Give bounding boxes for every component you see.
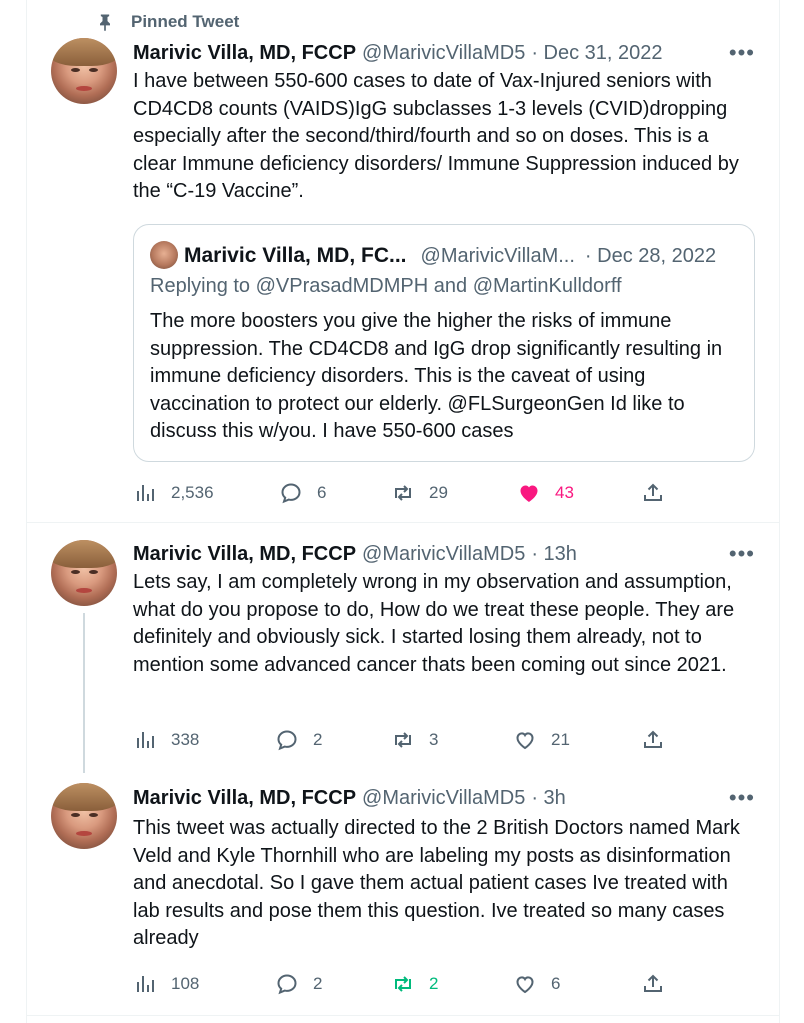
like-count: 43 (555, 483, 574, 502)
tweet-header (133, 785, 566, 811)
timeline-column (26, 0, 780, 1023)
reply-count: 6 (317, 483, 327, 502)
avatar[interactable] (51, 38, 117, 104)
quoted-author-handle: @MarivicVillaM... (420, 244, 575, 267)
tweet-text: Lets say, I am completely wrong in my observation and assumption, what do you propose to do, How do we treat these people. They are definitely and obviously sick. I started losing them already, not to mention some advanced cancer thats been coming out since 2021. (133, 571, 735, 676)
reply-count: 2 (313, 730, 323, 749)
like-button[interactable] (513, 725, 570, 755)
more-options-icon[interactable]: ••• (728, 785, 755, 810)
tweet-timestamp[interactable]: · Dec 31, 2022 (531, 41, 663, 64)
like-count: 6 (551, 974, 561, 993)
mention-link[interactable]: @MartinKulldorff (472, 275, 622, 297)
like-button[interactable] (513, 969, 560, 999)
share-button[interactable] (641, 969, 679, 999)
tweet-thread-2[interactable] (27, 773, 779, 1013)
quoted-header (184, 241, 744, 271)
quoted-avatar[interactable] (150, 241, 178, 269)
author-handle[interactable]: @MarivicVillaMD5 (362, 41, 526, 64)
retweet-button[interactable] (391, 725, 438, 755)
more-options-icon[interactable]: ••• (728, 40, 755, 65)
analytics-icon (133, 972, 157, 996)
analytics-icon (133, 481, 157, 505)
views-button[interactable] (133, 969, 199, 999)
share-button[interactable] (641, 725, 679, 755)
retweet-button[interactable] (391, 478, 448, 508)
tweet-actions (133, 969, 693, 999)
retweet-button[interactable] (391, 969, 438, 999)
tweet-header (133, 40, 663, 66)
retweet-count: 29 (429, 483, 448, 502)
tweet-divider (27, 1015, 779, 1016)
avatar[interactable] (51, 540, 117, 606)
author-name[interactable]: Marivic Villa, MD, FCCP (133, 786, 357, 809)
retweet-active-icon (391, 972, 415, 996)
quoted-text: The more boosters you give the higher the risks of immune suppression. The CD4CD8 and IgG drop significantly resulting in immune deficiency disorders. This is the caveat of using vaccination to protect our elderly. @FLSurgeonGen Id like to discuss this w/you. I have 550-600 cases (150, 310, 723, 443)
pinned-label: Pinned Tweet (95, 10, 239, 34)
quoted-timestamp: · Dec 28, 2022 (584, 244, 717, 267)
view-count: 338 (171, 730, 200, 749)
tweet-pinned[interactable] (27, 0, 779, 522)
avatar[interactable] (51, 783, 117, 849)
tweet-actions (133, 725, 693, 755)
tweet-thread-1[interactable] (27, 523, 779, 773)
views-button[interactable] (133, 725, 199, 755)
author-handle[interactable]: @MarivicVillaMD5 (362, 542, 526, 565)
mention-link[interactable]: @VPrasadMDMPH (255, 275, 429, 297)
heart-filled-icon (517, 481, 541, 505)
tweet-text: I have between 550-600 cases to date of Vax-Injured seniors with CD4CD8 counts (VAIDS)IgG subclasses 1-3 levels (CVID)dropping especially after the second/third/fourth and so on doses. This is a clear Immune deficiency disorders/ Immune Suppression induced by the “C-19 Vaccine”. (133, 70, 739, 203)
share-icon (641, 972, 665, 996)
retweet-count: 2 (429, 974, 439, 993)
tweet-header (133, 541, 577, 567)
heart-icon (513, 972, 537, 996)
tweet-text: This tweet was actually directed to the 2 British Doctors named Mark Veld and Kyle Thornhill who are labeling my posts as disinformation and anecdotal. So I gave them actual patient cases Ive treated with lab results and pose them this question. Ive treated so many cases already (133, 817, 740, 950)
reply-icon (279, 481, 303, 505)
view-count: 108 (171, 974, 200, 993)
views-button[interactable] (133, 478, 214, 508)
pin-icon (95, 12, 115, 32)
heart-icon (513, 728, 537, 752)
retweet-count: 3 (429, 730, 439, 749)
share-icon (641, 728, 665, 752)
share-icon (641, 481, 665, 505)
reply-count: 2 (313, 974, 323, 993)
like-button[interactable] (517, 478, 574, 508)
author-name[interactable]: Marivic Villa, MD, FCCP (133, 542, 357, 565)
share-button[interactable] (641, 478, 679, 508)
analytics-icon (133, 728, 157, 752)
reply-button[interactable] (275, 969, 322, 999)
more-options-icon[interactable]: ••• (728, 541, 755, 566)
replying-to: Replying to @VPrasadMDMPH and @MartinKulldorff (150, 275, 622, 297)
quoted-author-name: Marivic Villa, MD, FC... (184, 244, 407, 267)
tweet-actions (133, 478, 693, 508)
retweet-icon (391, 728, 415, 752)
like-count: 21 (551, 730, 570, 749)
thread-connector (83, 613, 85, 773)
reply-button[interactable] (279, 478, 326, 508)
reply-icon (275, 728, 299, 752)
retweet-icon (391, 481, 415, 505)
tweet-timestamp[interactable]: · 13h (531, 542, 577, 565)
reply-button[interactable] (275, 725, 322, 755)
quoted-tweet[interactable] (133, 224, 755, 462)
tweet-timestamp[interactable]: · 3h (531, 786, 566, 809)
author-handle[interactable]: @MarivicVillaMD5 (362, 786, 526, 809)
reply-icon (275, 972, 299, 996)
author-name[interactable]: Marivic Villa, MD, FCCP (133, 41, 357, 64)
view-count: 2,536 (171, 483, 214, 502)
